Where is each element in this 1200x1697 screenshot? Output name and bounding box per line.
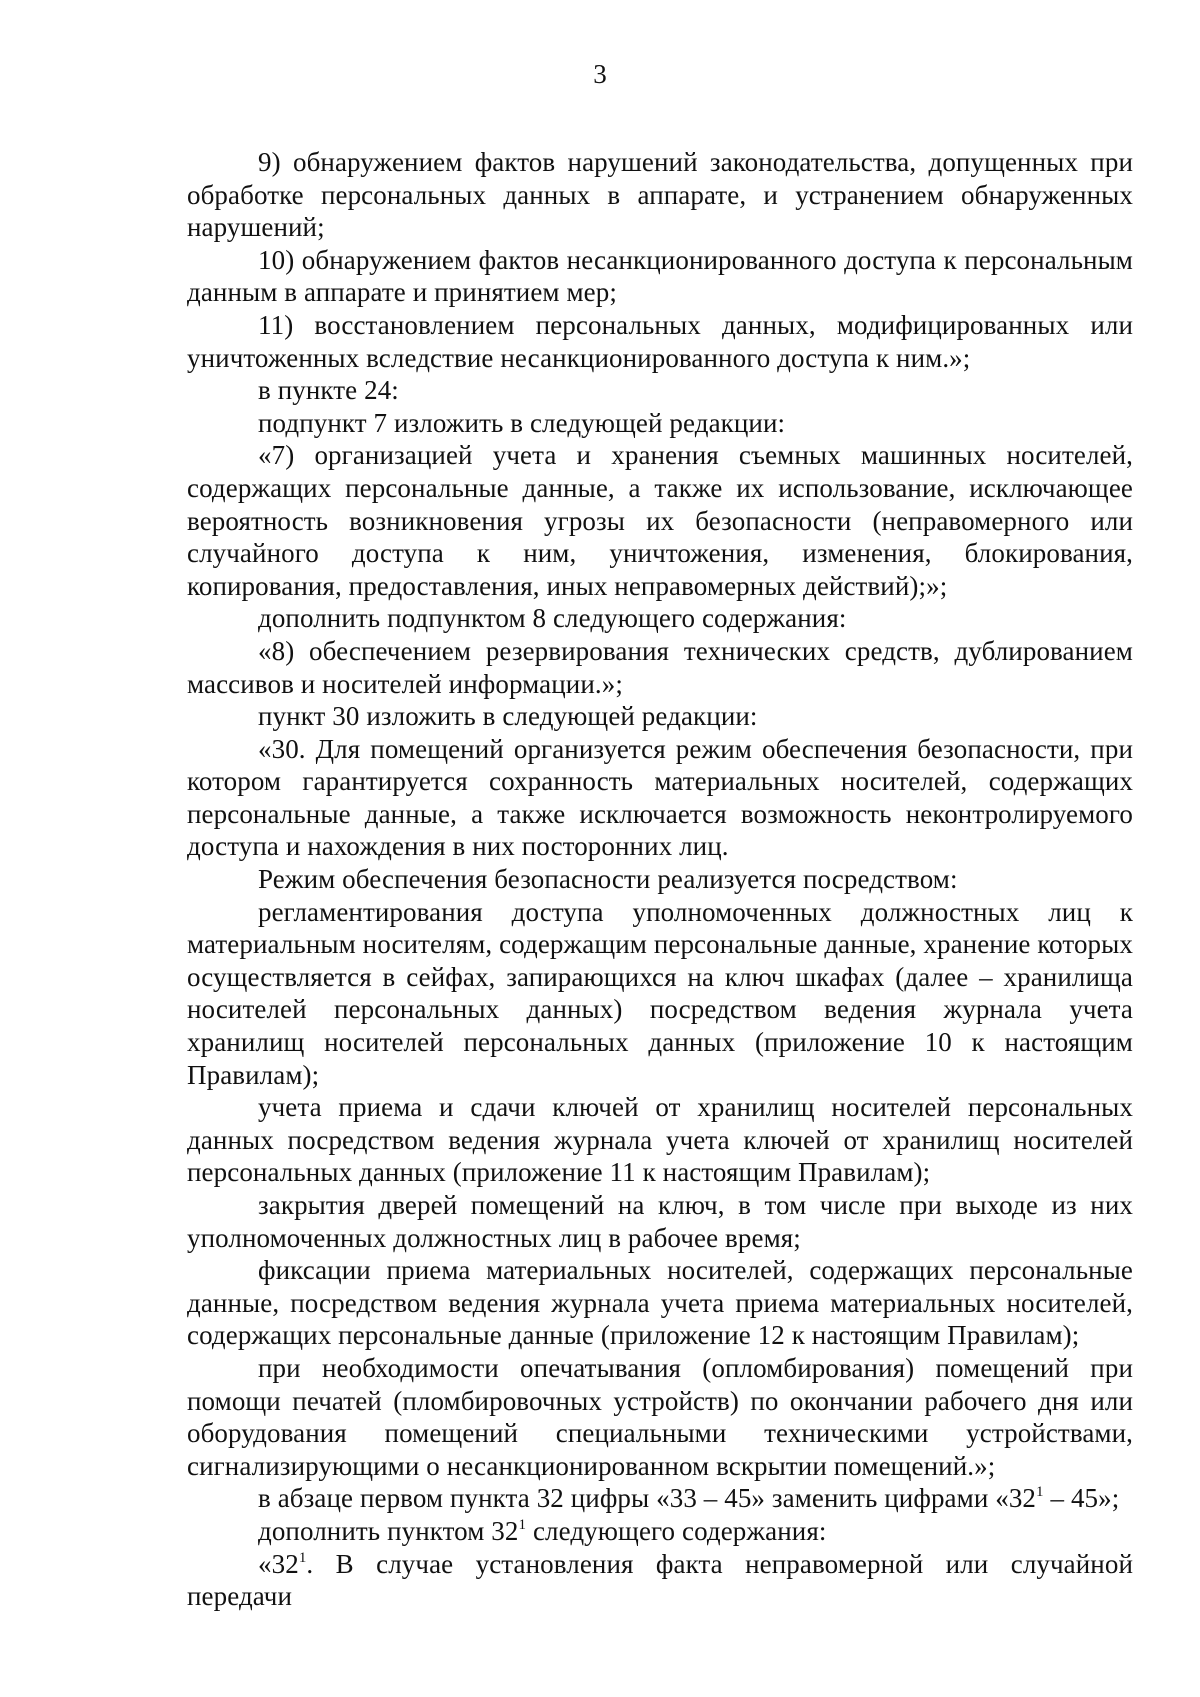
paragraph: фиксации приема материальных носителей, содержащих персональные данные, посредством ведения журнала учета приема материальных носителей, содержащих персональные данные (приложение 12 к настоящим Правилам);	[187, 1255, 1133, 1351]
paragraph-add-point-32-1	[187, 1515, 1133, 1548]
paragraph-point-32-change	[187, 1482, 1133, 1515]
paragraph: 10) обнаружением фактов несанкционированного доступа к персональным данным в аппарате и принятием мер;	[187, 244, 1133, 308]
superscript: 1	[518, 1516, 527, 1533]
paragraph: 9) обнаружением фактов нарушений законодательства, допущенных при обработке персональных данных в аппарате, и устранением обнаруженных нарушений;	[187, 147, 1133, 243]
text-span: – 45»;	[1043, 1483, 1120, 1514]
superscript: 1	[298, 1549, 307, 1566]
paragraph: учета приема и сдачи ключей от хранилищ носителей персональных данных посредством ведения журнала учета ключей от хранилищ носителей персональных данных (приложение 11 к настоящим Правилам);	[187, 1092, 1133, 1188]
page-number: 3	[593, 59, 607, 89]
paragraph: закрытия дверей помещений на ключ, в том числе при выходе из них уполномоченных должностных лиц в рабочее время;	[187, 1190, 1133, 1253]
text-span: дополнить пунктом 32	[258, 1515, 519, 1546]
text-span: «32	[258, 1548, 299, 1579]
document-body	[187, 146, 1133, 1613]
paragraph: «7) организацией учета и хранения съемных машинных носителей, содержащих персональные данные, а также их использование, исключающее вероятность возникновения угрозы их безопасности (неправомерного или случайного доступа к ним, уничтожения, изменения, блокирования, копирования, предоставления, иных неправомерных действий);»;	[187, 440, 1133, 601]
text-span: следующего содержания:	[526, 1515, 827, 1546]
paragraph: подпункт 7 изложить в следующей редакции:	[258, 407, 786, 438]
paragraph: 11) восстановлением персональных данных, модифицированных или уничтоженных вследствие несанкционированного доступа к ним.»;	[187, 309, 1133, 373]
superscript: 1	[1036, 1484, 1044, 1501]
paragraph: в пункте 24:	[258, 375, 399, 406]
paragraph: при необходимости опечатывания (опломбирования) помещений при помощи печатей (пломбировочных устройств) по окончании рабочего дня или оборудования помещений специальными техническими устройствами, сигнализирующими о несанкционированном вскрытии помещений.»;	[187, 1352, 1133, 1481]
paragraph: пункт 30 изложить в следующей редакции:	[258, 701, 758, 732]
paragraph: «30. Для помещений организуется режим обеспечения безопасности, при котором гарантируется сохранность материальных носителей, содержащих персональные данные, а также исключается возможность неконтролируемого доступа и нахождения в них посторонних лиц.	[187, 733, 1133, 862]
paragraph-point-32-1-text	[187, 1548, 1133, 1613]
paragraph: Режим обеспечения безопасности реализуется посредством:	[258, 864, 958, 895]
paragraph: дополнить подпунктом 8 следующего содержания:	[258, 603, 847, 634]
text-span: . В случае установления факта неправомерной или случайной передачи	[187, 1548, 1133, 1612]
paragraph: регламентирования доступа уполномоченных должностных лиц к материальным носителям, содержащим персональные данные, хранение которых осуществляется в сейфах, запирающихся на ключ шкафах (далее – хранилища носителей персональных данных) посредством ведения журнала учета хранилищ носителей персональных данных (приложение 10 к настоящим Правилам);	[187, 896, 1133, 1090]
text-span: в абзаце первом пункта 32 цифры «33 – 45» заменить цифрами «32	[258, 1483, 1037, 1514]
paragraph: «8) обеспечением резервирования технических средств, дублированием массивов и носителей информации.»;	[187, 635, 1133, 699]
